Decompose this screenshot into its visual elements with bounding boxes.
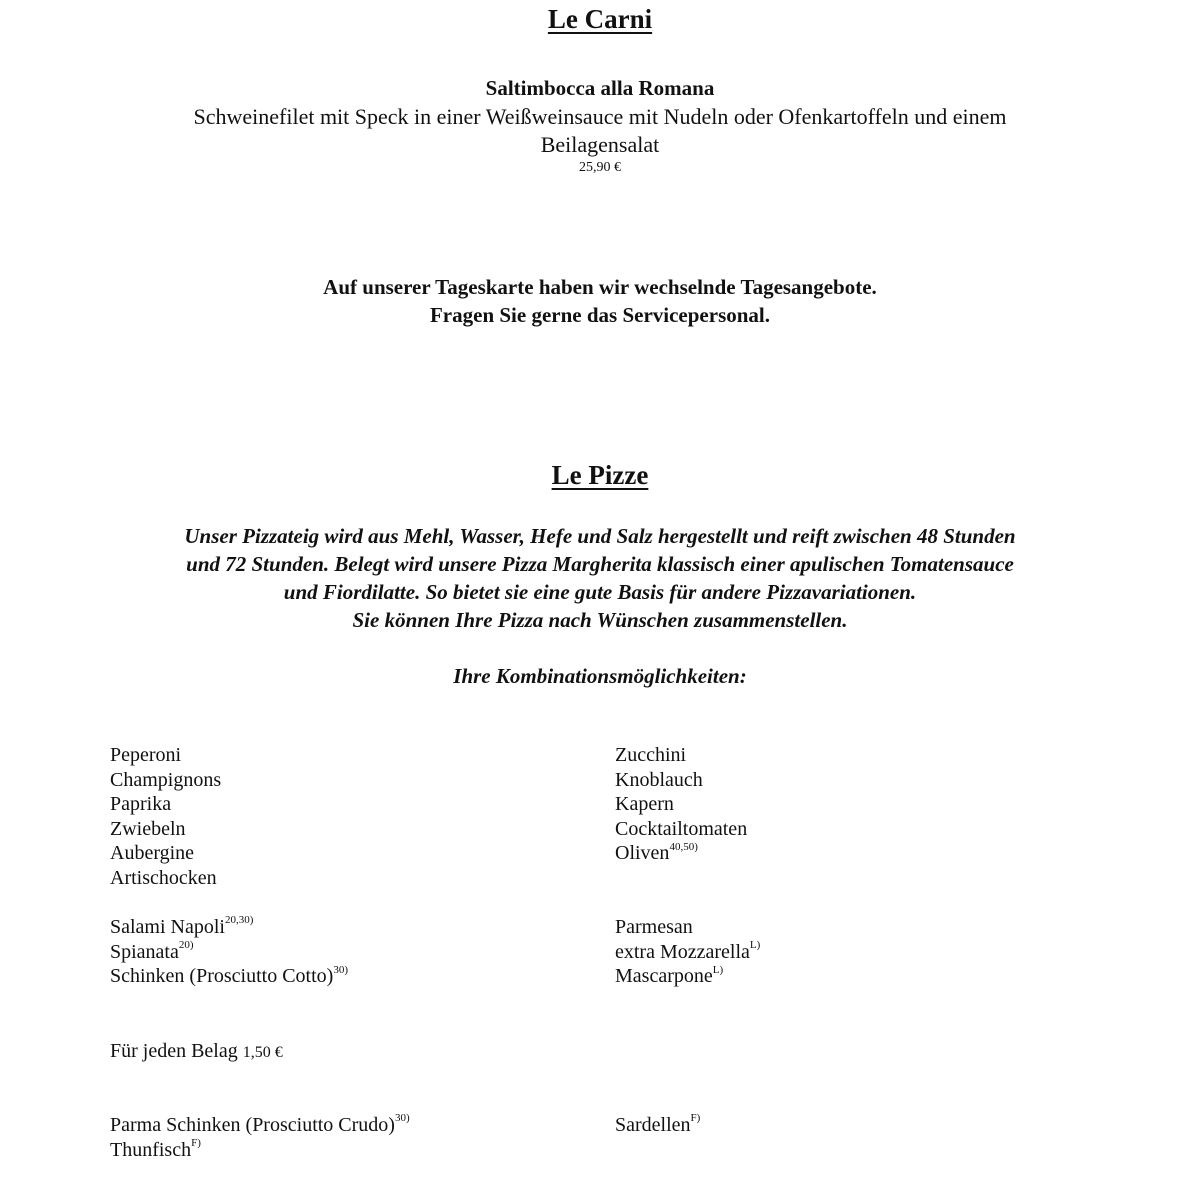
allergen-note: 20)	[178, 938, 194, 951]
topping-name: Zwiebeln	[110, 817, 186, 840]
pizze-heading: Le Pizze	[551, 460, 649, 490]
topping-item	[615, 940, 760, 965]
topping-name: extra Mozzarella	[615, 940, 750, 963]
topping-item	[615, 768, 747, 793]
allergen-note: 30)	[333, 963, 348, 976]
topping-price-value: 1,50 €	[242, 1044, 283, 1061]
topping-name: Peperoni	[110, 744, 182, 766]
combinations-title: Ihre Kombinationsmöglichkeiten:	[453, 664, 747, 688]
dish-name: Saltimbocca alla Romana	[485, 76, 715, 100]
topping-item	[110, 866, 221, 891]
topping-name: Knoblauch	[615, 768, 703, 791]
allergen-note: L)	[712, 963, 724, 976]
dish-description-line-2: Beilagensalat	[540, 132, 660, 157]
allergen-note: 30)	[394, 1112, 410, 1125]
allergen-note: F)	[191, 1136, 201, 1149]
topping-item	[615, 743, 747, 768]
dish-price: 25,90 €	[579, 160, 621, 175]
topping-name: Champignons	[110, 768, 222, 791]
topping-item	[615, 817, 747, 842]
topping-item	[615, 1113, 700, 1138]
topping-item	[110, 1113, 410, 1138]
toppings-cheeses	[615, 915, 760, 989]
daily-menu-notice	[0, 273, 1200, 329]
topping-item	[110, 768, 221, 793]
topping-item	[110, 915, 348, 940]
topping-price-label: Für jeden Belag	[110, 1040, 238, 1062]
topping-name: Parma Schinken (Prosciutto Crudo)	[110, 1114, 395, 1136]
allergen-note: 20,30)	[224, 914, 254, 927]
topping-item	[110, 1138, 410, 1163]
dish-description	[130, 103, 1070, 159]
topping-item	[110, 841, 221, 866]
topping-name: Oliven	[615, 842, 670, 865]
topping-item	[615, 792, 747, 817]
topping-name: Cocktailtomaten	[615, 817, 748, 840]
topping-item	[615, 841, 747, 866]
topping-name: Parmesan	[615, 916, 693, 938]
pizza-intro	[0, 522, 1200, 634]
notice-line-1: Auf unserer Tageskarte haben wir wechselnde Tagesangebote.	[323, 275, 877, 299]
pizza-intro-line-1: Unser Pizzateig wird aus Mehl, Wasser, Hefe und Salz hergestellt und reift zwischen 48 Stunden	[184, 524, 1016, 548]
pizza-intro-line-4: Sie können Ihre Pizza nach Wünschen zusammenstellen.	[352, 608, 848, 632]
topping-name: Aubergine	[110, 842, 195, 865]
allergen-note: L)	[749, 938, 761, 951]
topping-item	[110, 940, 348, 965]
topping-name: Schinken (Prosciutto Cotto)	[110, 965, 334, 988]
toppings-premium-right	[615, 1113, 700, 1138]
topping-item	[615, 915, 760, 940]
pizza-intro-line-2: und 72 Stunden. Belegt wird unsere Pizza Margherita klassisch einer apulischen Tomatensauce	[186, 552, 1014, 576]
topping-name: Paprika	[110, 793, 172, 816]
topping-item	[615, 964, 760, 989]
notice-line-2: Fragen Sie gerne das Servicepersonal.	[429, 303, 771, 327]
topping-name: Kapern	[615, 793, 674, 816]
topping-name: Zucchini	[615, 744, 687, 766]
topping-name: Thunfisch	[110, 1138, 192, 1161]
topping-name: Spianata	[110, 940, 179, 963]
topping-name: Mascarpone	[615, 965, 713, 988]
topping-name: Salami Napoli	[110, 916, 225, 938]
topping-item	[110, 817, 221, 842]
allergen-note: 40,50)	[669, 840, 698, 853]
toppings-vegetables-right	[615, 743, 747, 866]
toppings-premium-left	[110, 1113, 410, 1162]
topping-name: Artischocken	[110, 866, 217, 889]
topping-item	[110, 743, 221, 768]
pizza-intro-line-3: und Fiordilatte. So bietet sie eine gute Basis für andere Pizzavariationen.	[283, 580, 917, 604]
allergen-note: F)	[690, 1112, 701, 1125]
topping-price-note	[110, 1039, 283, 1066]
topping-item	[110, 792, 221, 817]
topping-item	[110, 964, 348, 989]
dish-description-line-1: Schweinefilet mit Speck in einer Weißweinsauce mit Nudeln oder Ofenkartoffeln und einem	[193, 104, 1007, 129]
topping-name: Sardellen	[615, 1114, 691, 1136]
toppings-vegetables-left	[110, 743, 221, 891]
carni-heading: Le Carni	[547, 4, 653, 34]
toppings-meats	[110, 915, 348, 989]
